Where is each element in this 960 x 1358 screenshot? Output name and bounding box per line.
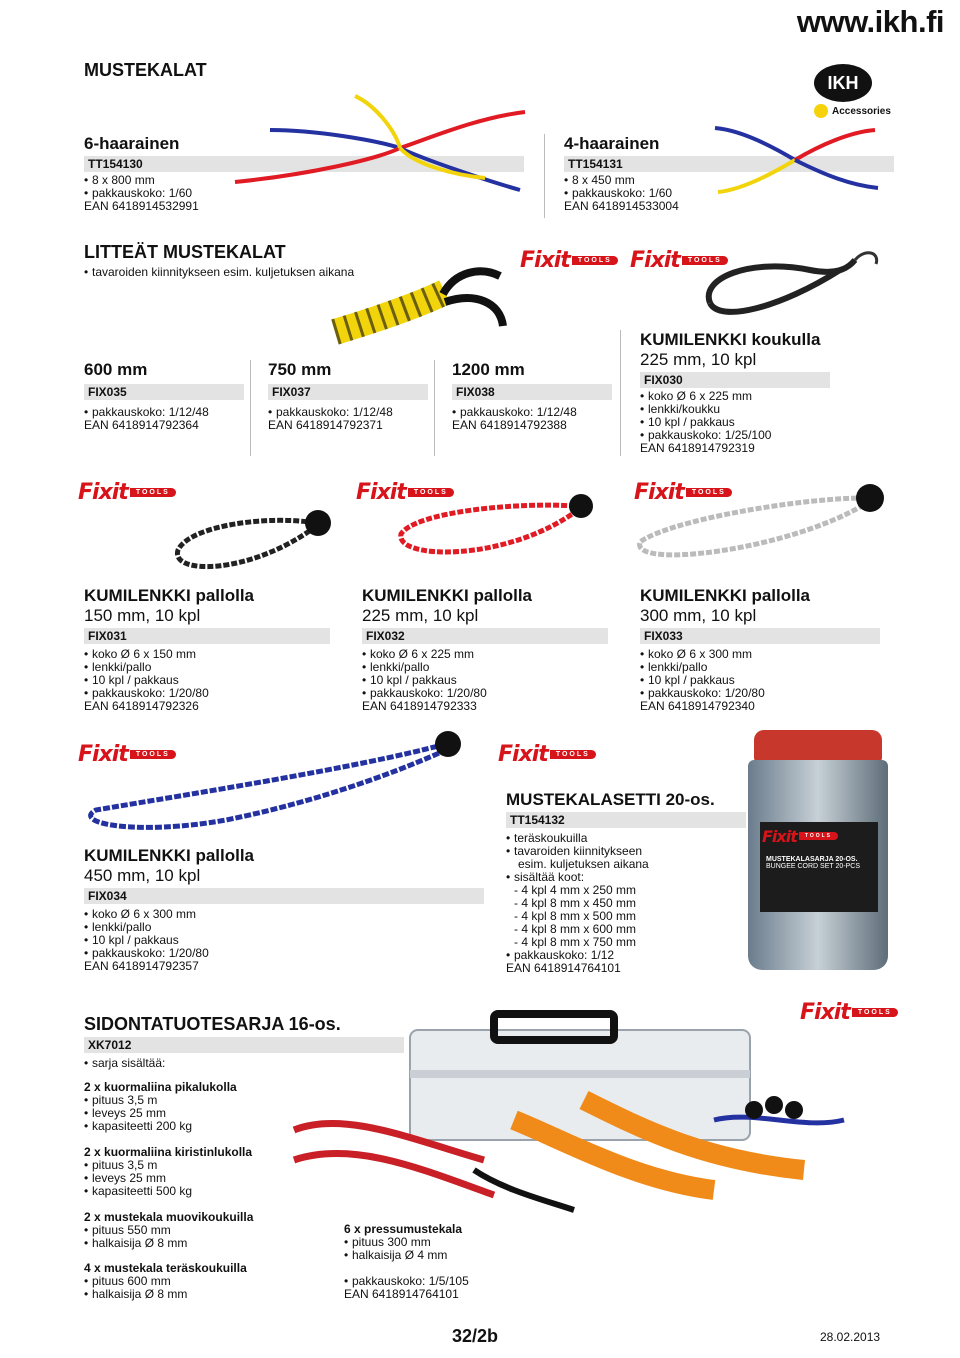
ball-cord-red-image (395, 492, 605, 567)
product-code: FIX032 (362, 628, 608, 644)
size-row: - 4 kpl 8 mm x 600 mm (514, 922, 637, 936)
fixit-logo: Fixit TOOLS (634, 478, 732, 506)
product-title: KUMILENKKI pallolla (84, 586, 255, 605)
product-fix031 (84, 586, 330, 713)
bullet: • tavaroiden kiinnitykseen esim. kuljetuksen aikana (84, 266, 354, 279)
ean: EAN 6418914792357 (84, 959, 199, 973)
bullet: • kapasiteetti 200 kg (84, 1120, 344, 1133)
product-title: MUSTEKALASETTI 20-os. (506, 790, 715, 809)
jar-label-title: MUSTEKALASARJA 20-OS. (766, 856, 858, 863)
kit-toolbox-image (284, 1010, 884, 1240)
bullet: • kapasiteetti 500 kg (84, 1185, 344, 1198)
ean: EAN 6418914792371 (268, 418, 383, 432)
bullet: • koko Ø 6 x 150 mm (84, 648, 330, 661)
jar-product-image (748, 730, 888, 970)
product-title: KUMILENKKI pallolla (640, 586, 811, 605)
bullet: • sisältää koot: (506, 871, 746, 884)
bullet: • pakkauskoko: 1/60 (84, 187, 284, 200)
bullet: • halkaisija Ø 8 mm (84, 1288, 344, 1301)
bullet: • leveys 25 mm (84, 1107, 344, 1120)
divider (544, 134, 545, 218)
product-fix033 (640, 586, 880, 713)
kit-item-title: 4 x mustekala teräskoukuilla (84, 1261, 247, 1275)
ikh-logo (814, 64, 891, 118)
ball-cord-blue-image (76, 728, 476, 838)
page-number: 32/2b (452, 1326, 499, 1346)
product-fix038 (452, 360, 612, 432)
site-url[interactable]: www.ikh.fi (796, 4, 944, 39)
bullet: • pituus 3,5 m (84, 1159, 344, 1172)
bullet: • halkaisija Ø 4 mm (344, 1249, 564, 1262)
fixit-logo: Fixit TOOLS (78, 478, 176, 506)
product-code: XK7012 (84, 1037, 404, 1053)
bullet: • pakkauskoko: 1/60 (564, 187, 764, 200)
product-subtitle: 300 mm, 10 kpl (640, 606, 757, 625)
ean: EAN 6418914792340 (640, 699, 755, 713)
bullet: • koko Ø 6 x 300 mm (640, 648, 880, 661)
product-subtitle: 225 mm, 10 kpl (640, 350, 757, 369)
jar-lid (754, 730, 882, 762)
ball-cord-black-image (170, 505, 340, 585)
fixit-logo: Fixit TOOLS (78, 740, 176, 768)
jar-label-subtitle: BUNGEE CORD SET 20-PCS (766, 863, 861, 870)
product-code: TT154131 (564, 156, 894, 172)
bullet: • pakkauskoko: 1/20/80 (362, 687, 608, 700)
bullet: • lenkki/pallo (84, 921, 384, 934)
product-title: KUMILENKKI pallolla (362, 586, 533, 605)
divider (434, 360, 435, 456)
kit-item-title: 2 x kuormaliina kiristinlukolla (84, 1145, 253, 1159)
ean: EAN 6418914764101 (344, 1287, 459, 1301)
octopus-4-arm-image (700, 120, 890, 200)
bungee-hook-image (690, 248, 890, 328)
ean: EAN 6418914792333 (362, 699, 477, 713)
section-title-litteat: LITTEÄT MUSTEKALAT (84, 242, 286, 262)
fixit-logo: Fixit TOOLS (630, 246, 728, 274)
bullet: • halkaisija Ø 8 mm (84, 1237, 344, 1250)
ean: EAN 6418914533004 (564, 199, 679, 213)
size-row: - 4 kpl 8 mm x 500 mm (514, 909, 637, 923)
product-code: FIX034 (84, 888, 484, 904)
section-title-mustekalat: MUSTEKALAT (84, 60, 207, 80)
product-title: KUMILENKKI koukulla (640, 330, 821, 349)
ean: EAN 6418914792326 (84, 699, 199, 713)
yellow-dot-icon (814, 104, 828, 118)
product-subtitle: 150 mm, 10 kpl (84, 606, 201, 625)
bullet: • pituus 3,5 m (84, 1094, 344, 1107)
fixit-logo: Fixit TOOLS (356, 478, 454, 506)
bullet: • 10 kpl / pakkaus (640, 416, 830, 429)
bullet: • leveys 25 mm (84, 1172, 344, 1185)
bullet: • lenkki/pallo (84, 661, 330, 674)
product-title: 1200 mm (452, 360, 525, 379)
bullet: • koko Ø 6 x 225 mm (362, 648, 608, 661)
bullet: • tavaroiden kiinnitykseen (506, 845, 746, 858)
ean: EAN 6418914792319 (640, 441, 755, 455)
bullet: • pakkauskoko: 1/20/80 (84, 947, 384, 960)
bullet: • pakkauskoko: 1/5/105 (344, 1275, 564, 1288)
bullet: • lenkki/pallo (362, 661, 608, 674)
product-code: FIX031 (84, 628, 330, 644)
kit-group-4 (84, 1261, 344, 1301)
bullet: • pakkauskoko: 1/20/80 (84, 687, 330, 700)
bullet: • pakkauskoko: 1/12/48 (268, 406, 428, 419)
product-subtitle: 225 mm, 10 kpl (362, 606, 479, 625)
bullet: • 8 x 450 mm (564, 174, 764, 187)
size-row: - 4 kpl 8 mm x 750 mm (514, 935, 637, 949)
bullet: • pituus 600 mm (84, 1275, 344, 1288)
bullet: • 10 kpl / pakkaus (84, 674, 330, 687)
kit-item-title: 2 x kuormaliina pikalukolla (84, 1080, 237, 1094)
product-title: 4-haarainen (564, 134, 660, 153)
fixit-logo: Fixit TOOLS (762, 822, 838, 850)
ikh-logo-mark: IKH (814, 64, 872, 102)
product-fix030 (640, 330, 830, 455)
product-code: TT154130 (84, 156, 524, 172)
divider (620, 330, 621, 456)
bullet: • 10 kpl / pakkaus (84, 934, 384, 947)
bullet: • koko Ø 6 x 300 mm (84, 908, 384, 921)
product-title: 750 mm (268, 360, 332, 379)
size-row: - 4 kpl 8 mm x 450 mm (514, 896, 637, 910)
continuation: esim. kuljetuksen aikana (518, 857, 649, 871)
bullet: • pituus 300 mm (344, 1236, 564, 1249)
bullet: • pakkauskoko: 1/12/48 (452, 406, 612, 419)
fixit-logo: Fixit TOOLS (800, 998, 898, 1026)
bullet: • koko Ø 6 x 225 mm (640, 390, 830, 403)
divider (250, 360, 251, 456)
ean: EAN 6418914792364 (84, 418, 199, 432)
product-code: TT154132 (506, 812, 746, 828)
product-subtitle: 450 mm, 10 kpl (84, 866, 201, 885)
bullet: • 10 kpl / pakkaus (362, 674, 608, 687)
product-code: FIX038 (452, 384, 612, 400)
product-title: SIDONTATUOTESARJA 16-os. (84, 1014, 341, 1034)
product-fix037 (268, 360, 428, 432)
ean: EAN 6418914764101 (506, 961, 621, 975)
bullet: • pakkauskoko: 1/20/80 (640, 687, 880, 700)
bullet: • pakkauskoko: 1/12/48 (84, 406, 244, 419)
ean: EAN 6418914532991 (84, 199, 199, 213)
product-code: FIX033 (640, 628, 880, 644)
product-title: KUMILENKKI pallolla (84, 846, 255, 865)
bullet: • lenkki/pallo (640, 661, 880, 674)
product-fix032 (362, 586, 608, 713)
bullet: • pakkauskoko: 1/25/100 (640, 429, 830, 442)
accessories-label: Accessories (832, 105, 891, 117)
ball-cord-white-image (630, 480, 890, 580)
product-fix035 (84, 360, 244, 432)
octopus-6-arm-image (225, 90, 545, 200)
product-code: FIX037 (268, 384, 428, 400)
bullet: • teräskoukuilla (506, 832, 746, 845)
product-code: FIX035 (84, 384, 244, 400)
product-title: 600 mm (84, 360, 148, 379)
bullet: • pakkauskoko: 1/12 (506, 949, 746, 962)
footer-date: 28.02.2013 (820, 1330, 881, 1344)
product-fix034 (84, 846, 384, 973)
bullet: • sarja sisältää: (84, 1057, 404, 1070)
bullet: • 8 x 800 mm (84, 174, 284, 187)
bullet: • pituus 550 mm (84, 1224, 344, 1237)
kit-item-title: 2 x mustekala muovikoukuilla (84, 1210, 254, 1224)
product-title: 6-haarainen (84, 134, 180, 153)
bullet: • 10 kpl / pakkaus (640, 674, 880, 687)
fixit-logo: Fixit TOOLS (520, 246, 618, 274)
fixit-logo: Fixit TOOLS (498, 740, 596, 768)
kit-item-title: 6 x pressumustekala (344, 1222, 463, 1236)
product-tt154132 (506, 790, 746, 975)
bullet: • lenkki/koukku (640, 403, 830, 416)
flat-strap-image (325, 262, 525, 362)
product-code: FIX030 (640, 372, 830, 388)
ean: EAN 6418914792388 (452, 418, 567, 432)
size-row: - 4 kpl 4 mm x 250 mm (514, 883, 637, 897)
